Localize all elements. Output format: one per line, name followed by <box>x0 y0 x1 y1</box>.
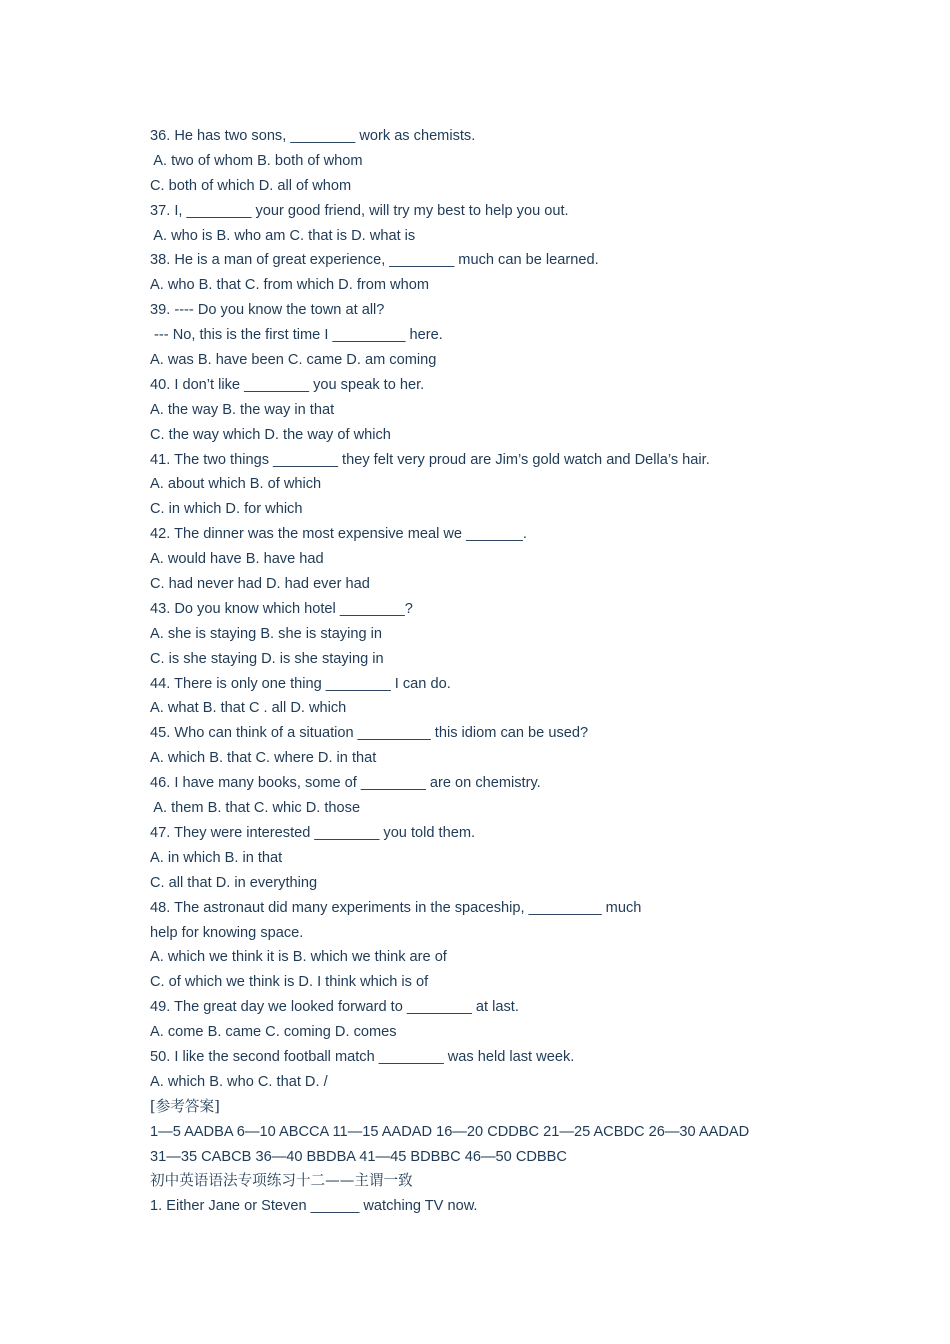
question-43-options-ab: A. she is staying B. she is staying in <box>150 625 382 642</box>
question-47-options-ab: A. in which B. in that <box>150 849 283 866</box>
question-48-continued: help for knowing space. <box>150 924 304 941</box>
question-39: 39. ---- Do you know the town at all? <box>150 302 385 319</box>
question-41-options-cd: C. in which D. for which <box>150 501 303 518</box>
question-41: 41. The two things ________ they felt very proud are Jim’s gold watch and Della’s hair. <box>150 451 710 468</box>
question-47: 47. They were interested ________ you told them. <box>150 824 476 841</box>
document-page <box>150 124 870 1219</box>
question-47-options-cd: C. all that D. in everything <box>150 874 318 891</box>
question-45: 45. Who can think of a situation _________ this idiom can be used? <box>150 725 589 742</box>
question-46-options: A. them B. that C. whic D. those <box>150 800 361 817</box>
question-40-options-ab: A. the way B. the way in that <box>150 401 335 418</box>
section-title: 初中英语语法专项练习十二——主谓一致 <box>150 1172 413 1190</box>
question-39-reply: --- No, this is the first time I _________ here. <box>150 327 443 344</box>
question-41-options-ab: A. about which B. of which <box>150 476 322 493</box>
question-38-options: A. who B. that C. from which D. from whom <box>150 277 429 294</box>
question-40: 40. I don’t like ________ you speak to her. <box>150 376 425 393</box>
question-1: 1. Either Jane or Steven ______ watching TV now. <box>150 1198 478 1215</box>
question-46: 46. I have many books, some of ________ are on chemistry. <box>150 775 541 792</box>
question-40-options-cd: C. the way which D. the way of which <box>150 426 391 443</box>
question-44-options: A. what B. that C . all D. which <box>150 700 347 717</box>
question-36-options-cd: C. both of which D. all of whom <box>150 177 352 194</box>
question-42-options-cd: C. had never had D. had ever had <box>150 576 370 593</box>
question-44: 44. There is only one thing ________ I can do. <box>150 675 451 692</box>
question-48-options-cd: C. of which we think is D. I think which is of <box>150 974 429 991</box>
answer-key-row-1: 1—5 AADBA 6—10 ABCCA 11—15 AADAD 16—20 CDDBC 21—25 ACBDC 26—30 AADAD <box>150 1123 750 1140</box>
question-42: 42. The dinner was the most expensive meal we _______. <box>150 526 527 543</box>
question-37: 37. I, ________ your good friend, will try my best to help you out. <box>150 202 569 219</box>
question-50: 50. I like the second football match ________ was held last week. <box>150 1048 575 1065</box>
question-49-options: A. come B. came C. coming D. comes <box>150 1024 397 1041</box>
question-43-options-cd: C. is she staying D. is she staying in <box>150 650 384 667</box>
question-43: 43. Do you know which hotel ________? <box>150 600 413 617</box>
question-48-options-ab: A. which we think it is B. which we think are of <box>150 949 447 966</box>
question-42-options-ab: A. would have B. have had <box>150 551 324 568</box>
question-48: 48. The astronaut did many experiments in the spaceship, _________ much <box>150 899 642 916</box>
question-36: 36. He has two sons, ________ work as chemists. <box>150 128 476 144</box>
question-39-options: A. was B. have been C. came D. am coming <box>150 352 437 369</box>
question-50-options: A. which B. who C. that D. / <box>150 1073 328 1090</box>
question-37-options: A. who is B. who am C. that is D. what is <box>150 227 416 244</box>
answer-key-heading: [参考答案] <box>150 1097 220 1115</box>
question-36-options-ab: A. two of whom B. both of whom <box>150 152 363 169</box>
answer-key-row-2: 31—35 CABCB 36—40 BBDBA 41—45 BDBBC 46—50 CDBBC <box>150 1148 567 1165</box>
question-45-options: A. which B. that C. where D. in that <box>150 750 377 767</box>
question-38: 38. He is a man of great experience, ________ much can be learned. <box>150 252 599 269</box>
question-49: 49. The great day we looked forward to ________ at last. <box>150 999 519 1016</box>
